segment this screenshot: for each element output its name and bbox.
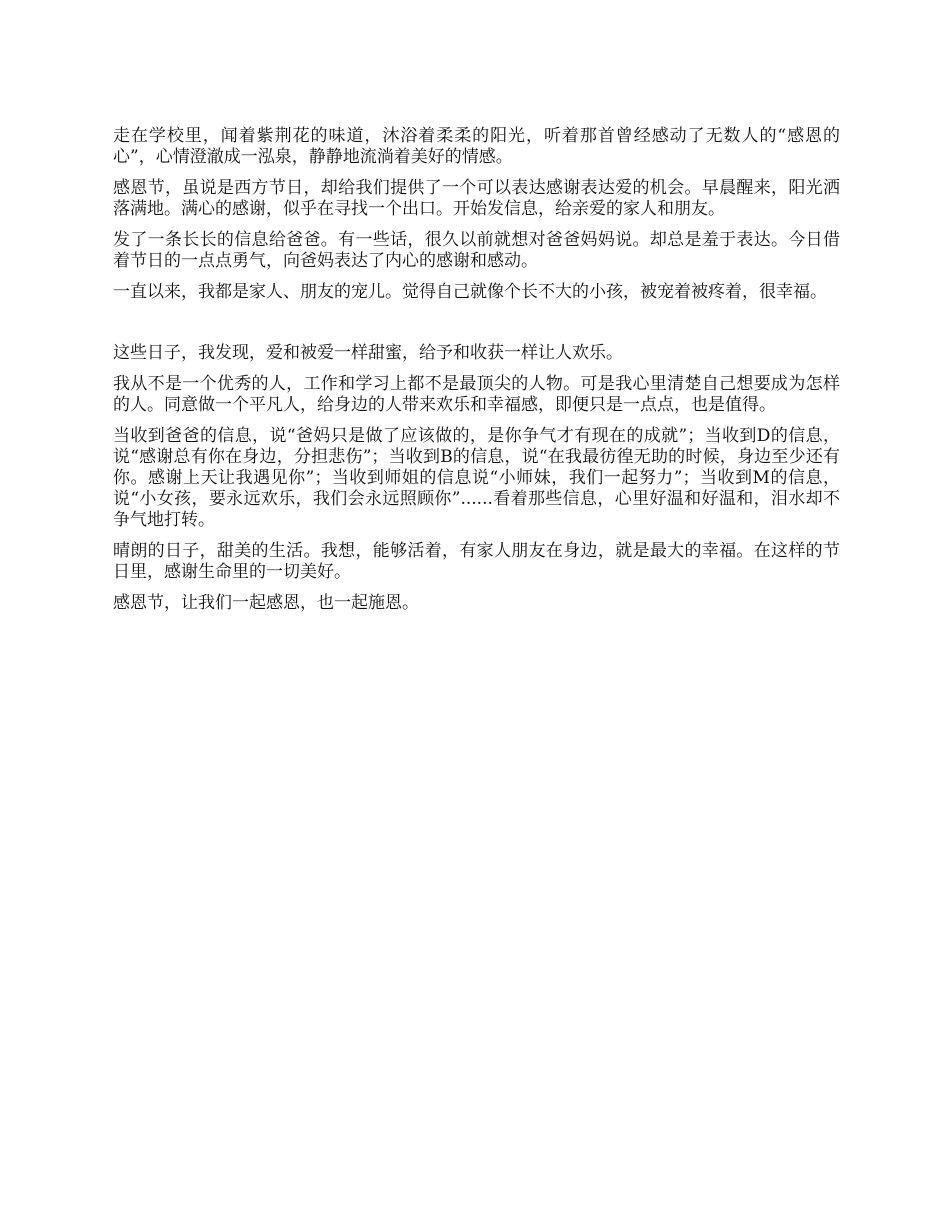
paragraph-1: 走在学校里，闻着紫荆花的味道，沐浴着柔柔的阳光，听着那首曾经感动了无数人的“感恩的心”，心情澄澈成一泓泉，静静地流淌着美好的情感。 [113, 126, 840, 167]
paragraph-5: 这些日子，我发现，爱和被爱一样甜蜜，给予和收获一样让人欢乐。 [113, 343, 623, 363]
paragraph-3: 发了一条长长的信息给爸爸。有一些话，很久以前就想对爸爸妈妈说。却总是羞于表达。今日借着节日的一点点勇气，向爸妈表达了内心的感谢和感动。 [113, 230, 840, 271]
paragraph-9: 感恩节，让我们一起感恩，也一起施恩。 [113, 593, 419, 613]
paragraph-7: 当收到爸爸的信息，说“爸妈只是做了应该做的，是你争气才有现在的成就”；当收到D的信息，说“感谢总有你在身边，分担悲伤”；当收到B的信息，说“在我最彷徨无助的时候，身边至少还有你。感谢上天让我遇见你”；当收到师姐的信息说“小师妹，我们一起努力”；当收到M的信息，说“小女孩，要永远欢乐，我们会永远照顾你”......看着那些信息，心里好温和好温和，泪水却不争气地打转。 [113, 426, 840, 530]
paragraph-2: 感恩节，虽说是西方节日，却给我们提供了一个可以表达感谢表达爱的机会。早晨醒来，阳光洒落满地。满心的感谢，似乎在寻找一个出口。开始发信息，给亲爱的家人和朋友。 [113, 178, 840, 219]
paragraph-6: 我从不是一个优秀的人，工作和学习上都不是最顶尖的人物。可是我心里清楚自己想要成为怎样的人。同意做一个平凡人，给身边的人带来欢乐和幸福感，即便只是一点点，也是值得。 [113, 374, 840, 415]
paragraph-8: 晴朗的日子，甜美的生活。我想，能够活着，有家人朋友在身边，就是最大的幸福。在这样的节日里，感谢生命里的一切美好。 [113, 541, 840, 582]
paragraph-4: 一直以来，我都是家人、朋友的宠儿。觉得自己就像个长不大的小孩，被宠着被疼着，很幸福。 [113, 282, 827, 302]
